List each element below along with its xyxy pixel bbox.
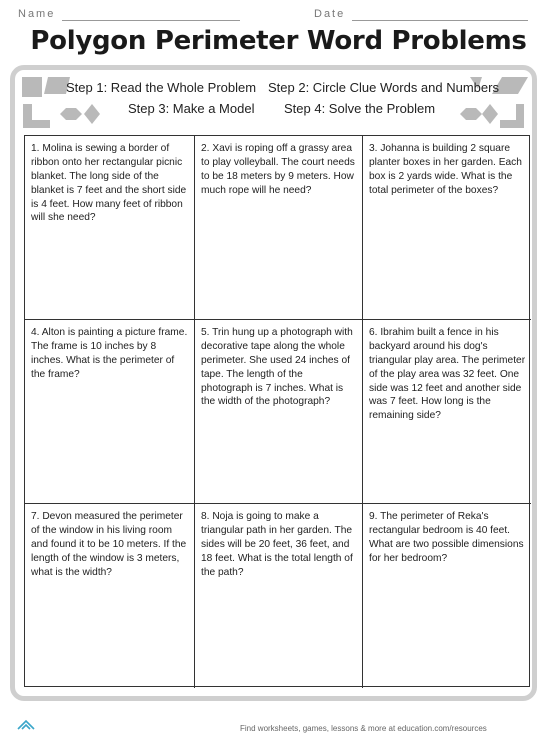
name-date-row xyxy=(18,8,538,24)
education-logo-icon xyxy=(16,718,36,730)
footer-text: Find worksheets, games, lessons & more at education.com/resources xyxy=(240,724,487,733)
name-label: Name xyxy=(18,8,56,20)
date-line[interactable] xyxy=(352,20,528,21)
date-label: Date xyxy=(314,8,346,20)
problem-grid xyxy=(24,135,530,687)
step-4: Step 4: Solve the Problem xyxy=(284,101,436,116)
step-3: Step 3: Make a Model xyxy=(128,101,255,116)
problem-cell-6[interactable]: 6. Ibrahim built a fence in his backyard around his dog's triangular play area. The perimeter of the play area was 32 feet. One side was 12 feet and another side was 7 feet. How long is the remaining side? xyxy=(363,320,531,504)
problem-cell-8[interactable]: 8. Noja is going to make a triangular path in her garden. The sides will be 20 feet, 36 feet, and 18 feet. What is the total length of the path? xyxy=(195,504,363,688)
page-title: Polygon Perimeter Word Problems xyxy=(30,26,527,56)
step-2: Step 2: Circle Clue Words and Numbers xyxy=(268,80,499,95)
problem-cell-2[interactable]: 2. Xavi is roping off a grassy area to play volleyball. The court needs to be 18 meters by 9 meters. How much rope will he need? xyxy=(195,136,363,320)
problem-cell-1[interactable]: 1. Molina is sewing a border of ribbon onto her rectangular picnic blanket. The long side of the blanket is 7 feet and the short side is 4 feet. How many feet of ribbon will she need? xyxy=(25,136,195,320)
steps-banner xyxy=(20,74,530,134)
problem-cell-3[interactable]: 3. Johanna is building 2 square planter boxes in her garden. Each box is 2 yards wide. What is the total perimeter of the boxes? xyxy=(363,136,531,320)
footer xyxy=(0,714,557,731)
problem-cell-5[interactable]: 5. Trin hung up a photograph with decorative tape along the whole perimeter. She used 24 inches of tape. The length of the photograph is 7 inches. What is the width of the photograph? xyxy=(195,320,363,504)
name-line[interactable] xyxy=(62,20,240,21)
problem-cell-4[interactable]: 4. Alton is painting a picture frame. The frame is 10 inches by 8 inches. What is the perimeter of the frame? xyxy=(25,320,195,504)
step-1: Step 1: Read the Whole Problem xyxy=(66,80,257,95)
problem-cell-7[interactable]: 7. Devon measured the perimeter of the window in his living room and found it to be 10 meters. If the length of the window is 3 meters, what is the width? xyxy=(25,504,195,688)
problem-cell-9[interactable]: 9. The perimeter of Reka's rectangular bedroom is 40 feet. What are two possible dimensions for her bedroom? xyxy=(369,511,524,564)
